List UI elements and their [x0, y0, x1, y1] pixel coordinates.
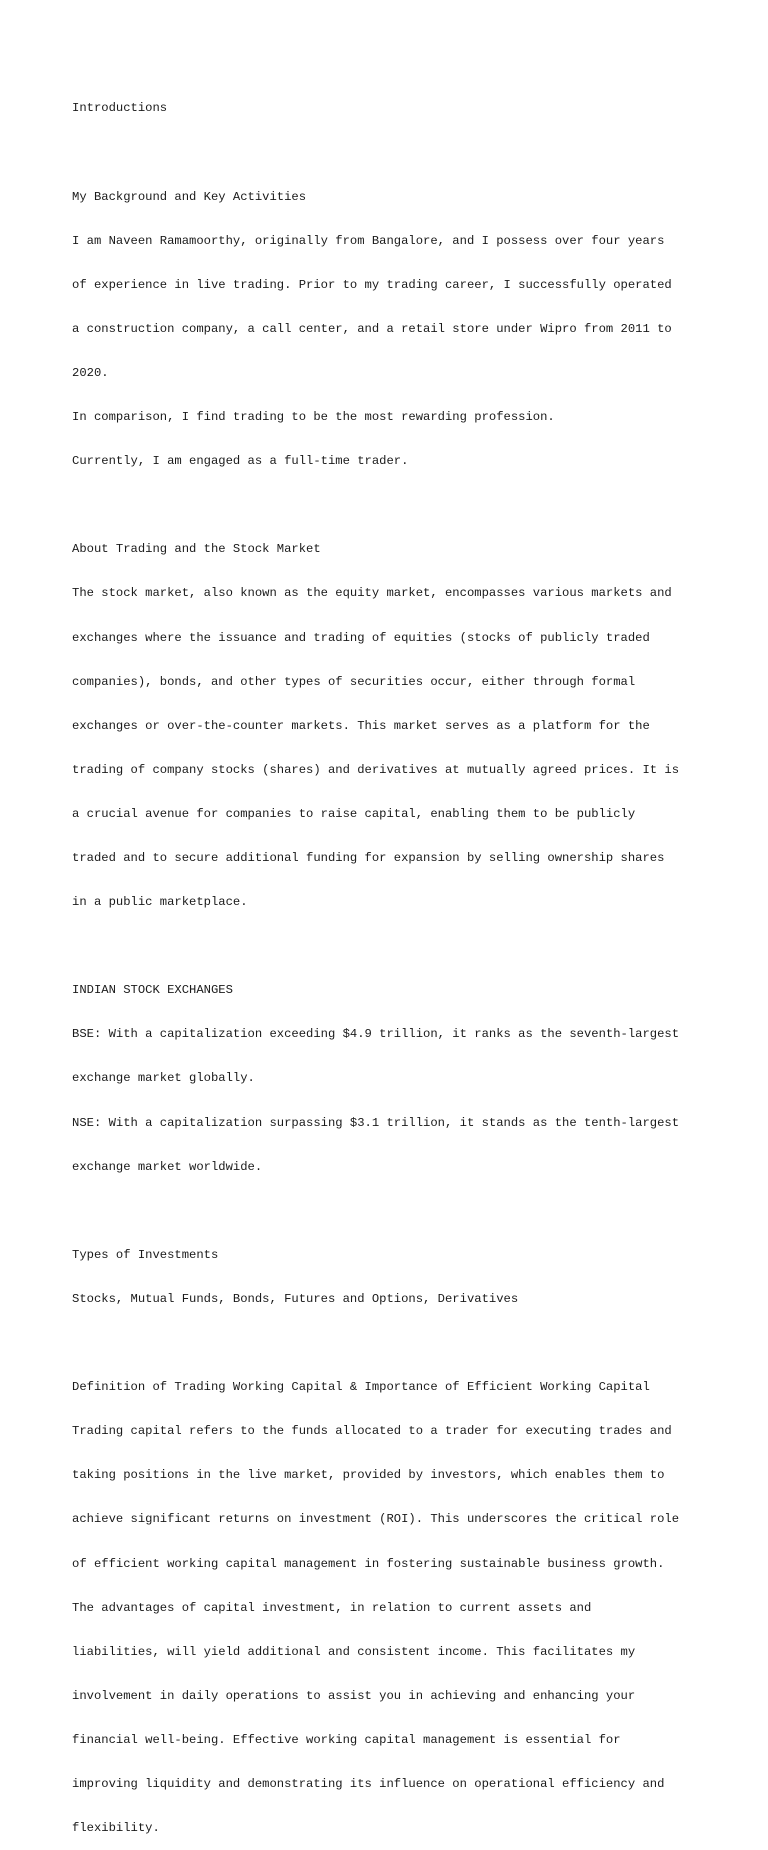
blank-line — [72, 939, 712, 954]
blank-line — [72, 498, 712, 513]
paragraph-line: traded and to secure additional funding for expansion by selling ownership shares — [72, 851, 665, 865]
paragraph-line: exchange market worldwide. — [72, 1159, 263, 1174]
paragraph-line: trading of company stocks (shares) and derivatives at mutually agreed prices. It is — [72, 762, 680, 777]
paragraph-line: in a public marketplace. — [72, 895, 248, 910]
paragraph-line: involvement in daily operations to assist you in achieving and enhancing your — [72, 1688, 636, 1703]
paragraph-line: Currently, I am engaged as a full-time trader. — [72, 454, 409, 469]
heading-background: My Background and Key Activities — [72, 189, 307, 204]
paragraph-line: achieve significant returns on investment (ROI). This underscores the critical role — [72, 1512, 680, 1527]
paragraph-line: of experience in live trading. Prior to my trading career, I successfully operated — [72, 277, 672, 292]
blank-line — [72, 1336, 712, 1351]
blank-line — [72, 146, 712, 161]
paragraph-line: Stocks, Mutual Funds, Bonds, Futures and Options, Derivatives — [72, 1291, 519, 1306]
paragraph-line: companies), bonds, and other types of securities occur, either through formal — [72, 674, 636, 689]
paragraph-line: Trading capital refers to the funds allocated to a trader for executing trades and — [72, 1424, 672, 1439]
paragraph-line: The stock market, also known as the equity market, encompasses various markets and — [72, 586, 672, 601]
paragraph-line: NSE: With a capitalization surpassing $3.1 trillion, it stands as the tenth-largest — [72, 1115, 680, 1130]
paragraph-line: 2020. — [72, 365, 109, 380]
paragraph-line: taking positions in the live market, provided by investors, which enables them to — [72, 1468, 665, 1483]
heading-types-of-investments: Types of Investments — [72, 1247, 219, 1262]
paragraph-line: liabilities, will yield additional and consistent income. This facilitates my — [72, 1644, 636, 1659]
heading-about-trading: About Trading and the Stock Market — [72, 542, 321, 557]
heading-working-capital: Definition of Trading Working Capital & Importance of Efficient Working Capital — [72, 1380, 650, 1395]
heading-indian-exchanges: INDIAN STOCK EXCHANGES — [72, 983, 233, 998]
paragraph-line: exchanges where the issuance and trading of equities (stocks of publicly traded — [72, 630, 650, 645]
paragraph-line: improving liquidity and demonstrating its influence on operational efficiency and — [72, 1776, 665, 1791]
paragraph-line: In comparison, I find trading to be the most rewarding profession. — [72, 410, 555, 425]
paragraph-line: exchange market globally. — [72, 1071, 255, 1086]
document-page — [72, 72, 712, 1850]
paragraph-line: a construction company, a call center, and a retail store under Wipro from 2011 to — [72, 321, 672, 336]
paragraph-line: BSE: With a capitalization exceeding $4.9 trillion, it ranks as the seventh-largest — [72, 1027, 680, 1042]
paragraph-line: a crucial avenue for companies to raise capital, enabling them to be publicly — [72, 806, 636, 821]
paragraph-line: of efficient working capital management in fostering sustainable business growth. — [72, 1556, 665, 1571]
paragraph-line: I am Naveen Ramamoorthy, originally from Bangalore, and I possess over four years — [72, 233, 665, 248]
paragraph-line: The advantages of capital investment, in relation to current assets and — [72, 1600, 592, 1615]
heading-introductions: Introductions — [72, 101, 168, 116]
blank-line — [72, 1204, 712, 1219]
paragraph-line: exchanges or over-the-counter markets. This market serves as a platform for the — [72, 718, 650, 733]
paragraph-line: financial well-being. Effective working capital management is essential for — [72, 1732, 621, 1747]
paragraph-line: flexibility. — [72, 1821, 160, 1836]
